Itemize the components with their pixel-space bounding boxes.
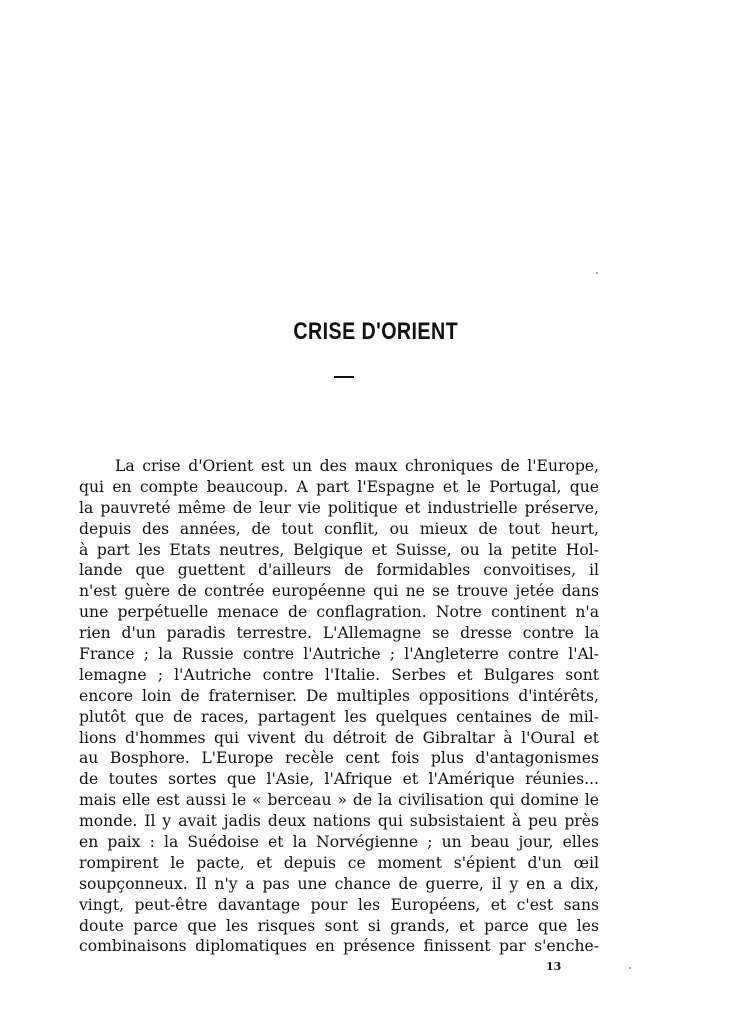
page-number: 13: [546, 960, 562, 973]
paper-speck: [596, 272, 598, 274]
text-line: soupçonneux. Il n'y a pas une chance de guerre, il y en a dix,: [79, 874, 599, 893]
text-line: France ; la Russie contre l'Autriche ; l'Angleterre contre l'Al-: [79, 645, 599, 664]
text-line: à part les Etats neutres, Belgique et Suisse, ou la petite Hol-: [79, 540, 599, 559]
text-line: mais elle est aussi le « berceau » de la civilisation qui domine le: [79, 791, 599, 810]
text-line: la pauvreté même de leur vie politique et industrielle préserve,: [79, 498, 599, 517]
text-line: lande que guettent d'ailleurs de formidables convoitises, il: [79, 561, 599, 580]
text-line: monde. Il y avait jadis deux nations qui subsistaient à peu près: [79, 812, 599, 831]
text-line: une perpétuelle menace de conflagration. Notre continent n'a: [79, 603, 599, 622]
text-line: de toutes sortes que l'Asie, l'Afrique et l'Amérique réunies...: [79, 770, 599, 789]
page-title: CRISE D'ORIENT: [293, 318, 459, 345]
text-line: plutôt que de races, partagent les quelques centaines de mil-: [79, 707, 599, 726]
text-line: doute parce que les risques sont si grands, et parce que les: [79, 916, 599, 935]
text-line: rompirent le pacte, et depuis ce moment s'épient d'un œil: [79, 853, 599, 872]
text-line: vingt, peut-être davantage pour les Européens, et c'est sans: [79, 895, 599, 914]
body-paragraph: [79, 456, 599, 957]
text-line: lions d'hommes qui vivent du détroit de Gibraltar à l'Oural et: [79, 728, 599, 747]
text-line: n'est guère de contrée européenne qui ne se trouve jetée dans: [79, 582, 599, 601]
title-separator-rule: [334, 376, 354, 378]
text-line: combinaisons diplomatiques en présence finissent par s'enche-: [79, 937, 599, 956]
text-line: lemagne ; l'Autriche contre l'Italie. Serbes et Bulgares sont: [79, 665, 599, 684]
text-line: depuis des années, de tout conflit, ou mieux de tout heurt,: [79, 519, 599, 538]
text-line: La crise d'Orient est un des maux chroniques de l'Europe,: [115, 457, 599, 475]
text-line: encore loin de fraterniser. De multiples oppositions d'intérêts,: [79, 686, 599, 705]
text-line: au Bosphore. L'Europe recèle cent fois plus d'antagonismes: [79, 749, 599, 768]
text-line: rien d'un paradis terrestre. L'Allemagne se dresse contre la: [79, 624, 599, 643]
paper-speck: [629, 967, 631, 969]
text-line: qui en compte beaucoup. A part l'Espagne et le Portugal, que: [79, 477, 599, 496]
text-line: en paix : la Suédoise et la Norvégienne ; un beau jour, elles: [79, 833, 599, 852]
